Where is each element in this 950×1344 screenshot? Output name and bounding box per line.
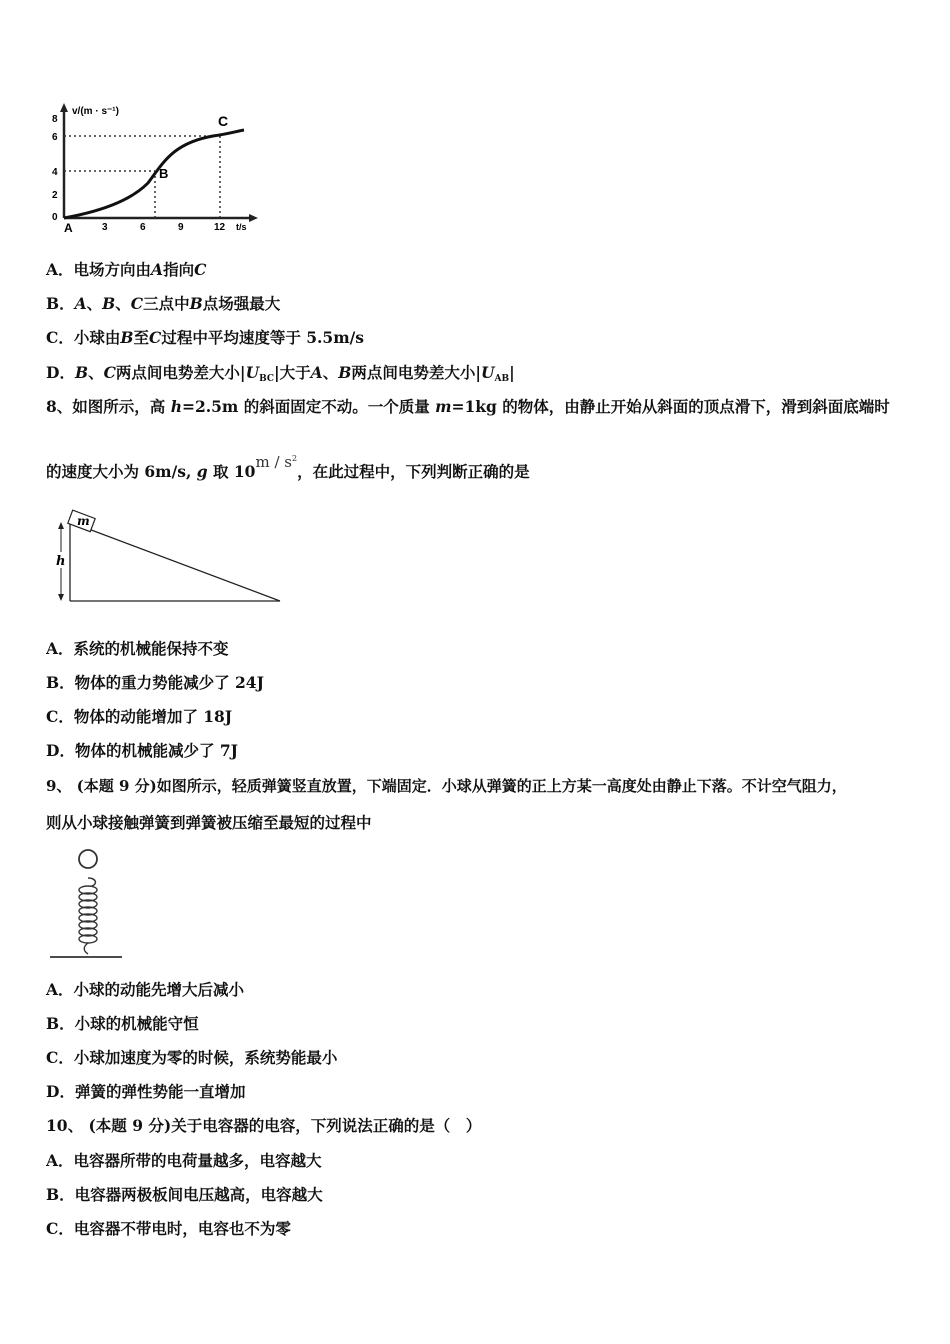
- height-label: h: [56, 554, 66, 569]
- point-label-c: C: [218, 113, 229, 129]
- x-tick: 12: [214, 222, 226, 233]
- q8-option-d: D．物体的机械能减少了 7J: [46, 741, 238, 760]
- q10-option-c: C．电容器不带电时，电容也不为零: [46, 1219, 291, 1238]
- q8-question-line-2: 的速度大小为 6m/s, g 取 $10m / s^2$，在此过程中，下列判断正确的是: [46, 453, 530, 481]
- q8-option-c: C．物体的动能增加了 18J: [46, 707, 233, 726]
- q10-question: 10、 (本题 9 分)关于电容器的电容，下列说法正确的是（ ）: [46, 1116, 482, 1135]
- q8-question-line-1: 8、如图所示，高 h=2.5m 的斜面固定不动。一个质量 m=1kg 的物体，由静止开始从斜面的顶点滑下，滑到斜面底端时: [46, 397, 890, 416]
- q8-option-b: B．物体的重力势能减少了 24J: [46, 673, 264, 692]
- q9-question-line-1: 9、 (本题 9 分)如图所示，轻质弹簧竖直放置，下端固定．小球从弹簧的正上方某一高度处由静止下落。不计空气阻力，: [46, 777, 847, 795]
- y-tick: 4: [52, 167, 58, 178]
- y-axis-label: v/(m · s⁻¹): [72, 106, 119, 117]
- point-label-b: B: [159, 166, 169, 181]
- q9-option-b: B．小球的机械能守恒: [46, 1014, 199, 1033]
- point-label-a: A: [64, 221, 73, 235]
- y-tick: 2: [52, 190, 58, 201]
- q10-option-b: B．电容器两极板间电压越高，电容越大: [46, 1185, 323, 1204]
- q9-question-line-2: 则从小球接触弹簧到弹簧被压缩至最短的过程中: [46, 813, 372, 832]
- y-tick: 0: [52, 212, 58, 223]
- unit-mps2: m / $s^2$: [255, 453, 298, 471]
- q8-option-a: A．系统的机械能保持不变: [46, 639, 229, 658]
- q9-option-c: C．小球加速度为零的时候，系统势能最小: [46, 1048, 338, 1067]
- mass-label: m: [77, 514, 90, 528]
- q10-option-a: A．电容器所带的电荷量越多，电容越大: [46, 1151, 322, 1170]
- x-tick: 9: [178, 222, 184, 233]
- q7-option-d: D．B、C两点间电势差大小$|U_{BC}|$大于A、B两点间电势差大小$|U_{AB}|$: [46, 363, 515, 384]
- q9-option-a: A．小球的动能先增大后减小: [46, 980, 245, 999]
- y-tick: 6: [52, 132, 58, 143]
- x-axis-label: t/s: [236, 222, 247, 232]
- incline-figure: [48, 506, 288, 608]
- spring-ball-figure: [48, 846, 128, 962]
- y-tick: 8: [52, 114, 58, 125]
- q7-option-b: B．A、B、C三点中B点场强最大: [46, 294, 281, 313]
- velocity-time-graph: [48, 98, 268, 238]
- q7-option-a: A．电场方向由A指向C: [46, 260, 207, 279]
- q9-option-d: D．弹簧的弹性势能一直增加: [46, 1082, 246, 1101]
- q7-option-c: C．小球由B至C过程中平均速度等于 5.5m/s: [46, 328, 364, 347]
- x-tick: 6: [140, 222, 146, 233]
- x-tick: 3: [102, 222, 108, 233]
